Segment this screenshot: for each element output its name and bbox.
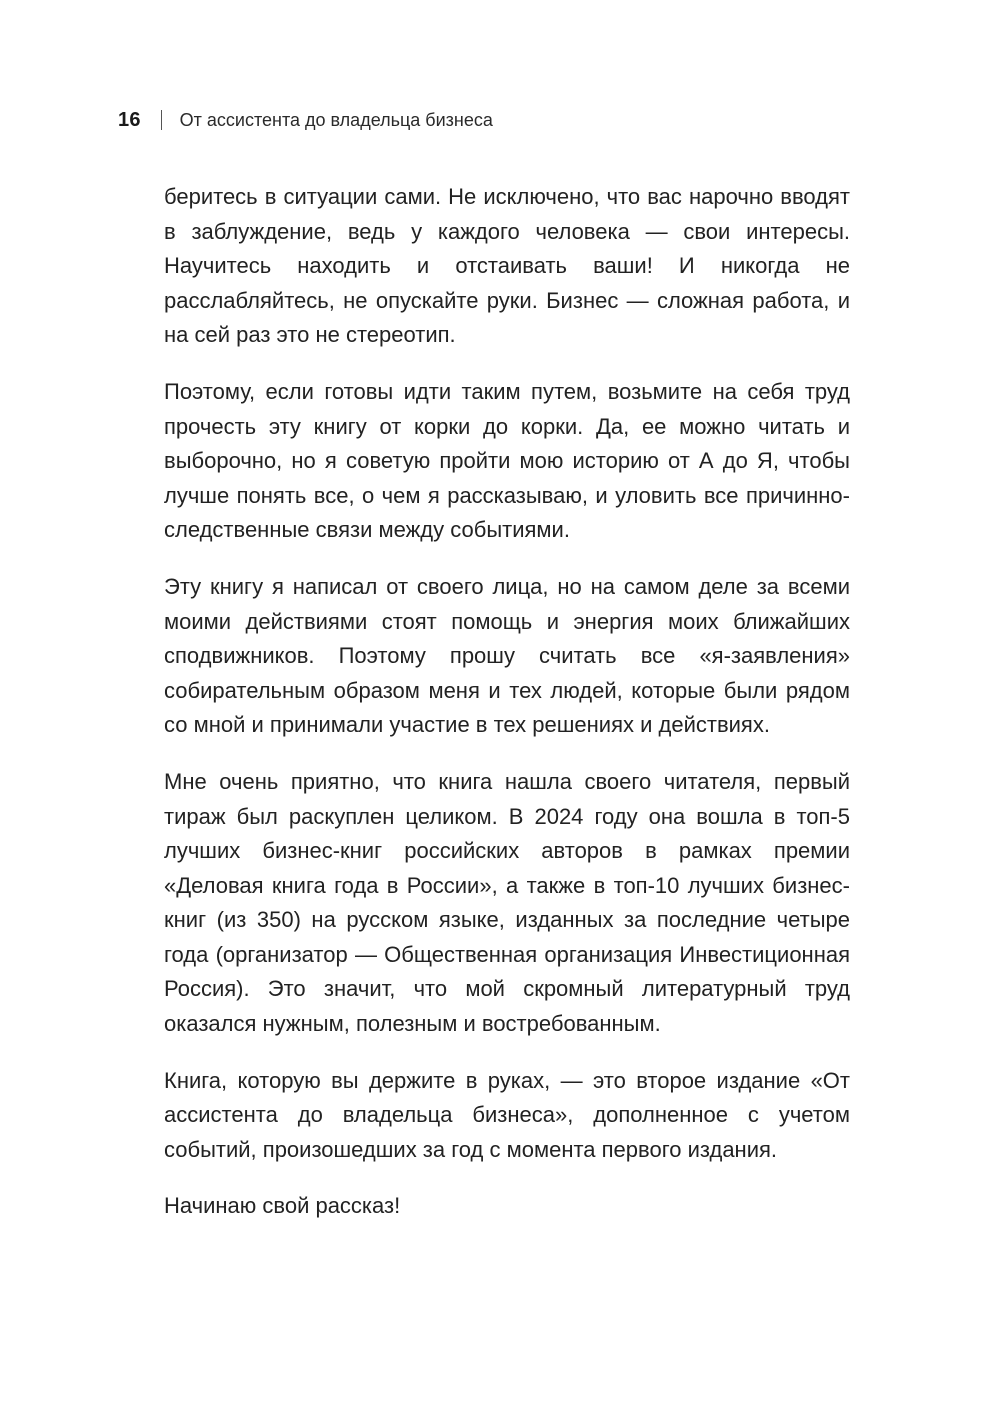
paragraph-6: Начинаю свой рассказ! — [164, 1193, 401, 1219]
paragraph-1: беритесь в ситуации сами. Не исключено, что вас нарочно вводят в заблуждение, ведь у каждого человека — свои интересы. Научитесь находить и отстаивать ваши! И никогда не расслабляйтесь, не опускайте руки. Бизнес — сложная работа, и на сей раз это не стереотип. — [164, 184, 850, 348]
paragraph-5: Книга, которую вы держите в руках, — это второе издание «От ассистента до владельца бизнеса», дополненное с учетом событий, произошедших за год с момента первого издания. — [164, 1067, 850, 1162]
page-number: 16 — [118, 108, 141, 131]
paragraph-3: Эту книгу я написал от своего лица, но на самом деле за всеми моими действиями стоят помощь и энергия моих ближайших сподвижников. Поэтому прошу считать все «я-заявления» собирательным образом меня и тех людей, которые были рядом со мной и принимали участие в тех решениях и действиях. — [164, 573, 850, 738]
body-text — [164, 180, 850, 1246]
paragraph-2: Поэтому, если готовы идти таким путем, возьмите на себя труд прочесть эту книгу от корки до корки. Да, ее можно читать и выборочно, но я советую пройти мою историю от А до Я, чтобы лучше понять все, о чем я рассказываю, и уловить все причинно-следственные связи между событиями. — [164, 378, 850, 543]
running-header — [118, 106, 493, 134]
paragraph-4: Мне очень приятно, что книга нашла своего читателя, первый тираж был раскуплен целиком. В 2024 году она вошла в топ-5 лучших бизнес-книг российских авторов в рамках премии «Деловая книга года в России», а также в топ-10 лучших бизнес-книг (из 350) на русском языке, изданных за последние четыре года (организатор — Общественная организация Инвестиционная Россия). Это значит, что мой скромный литературный труд оказался нужным, полезным и востребованным. — [164, 768, 850, 1037]
running-title: От ассистента до владельца бизнеса — [179, 109, 493, 130]
header-divider — [161, 110, 162, 130]
